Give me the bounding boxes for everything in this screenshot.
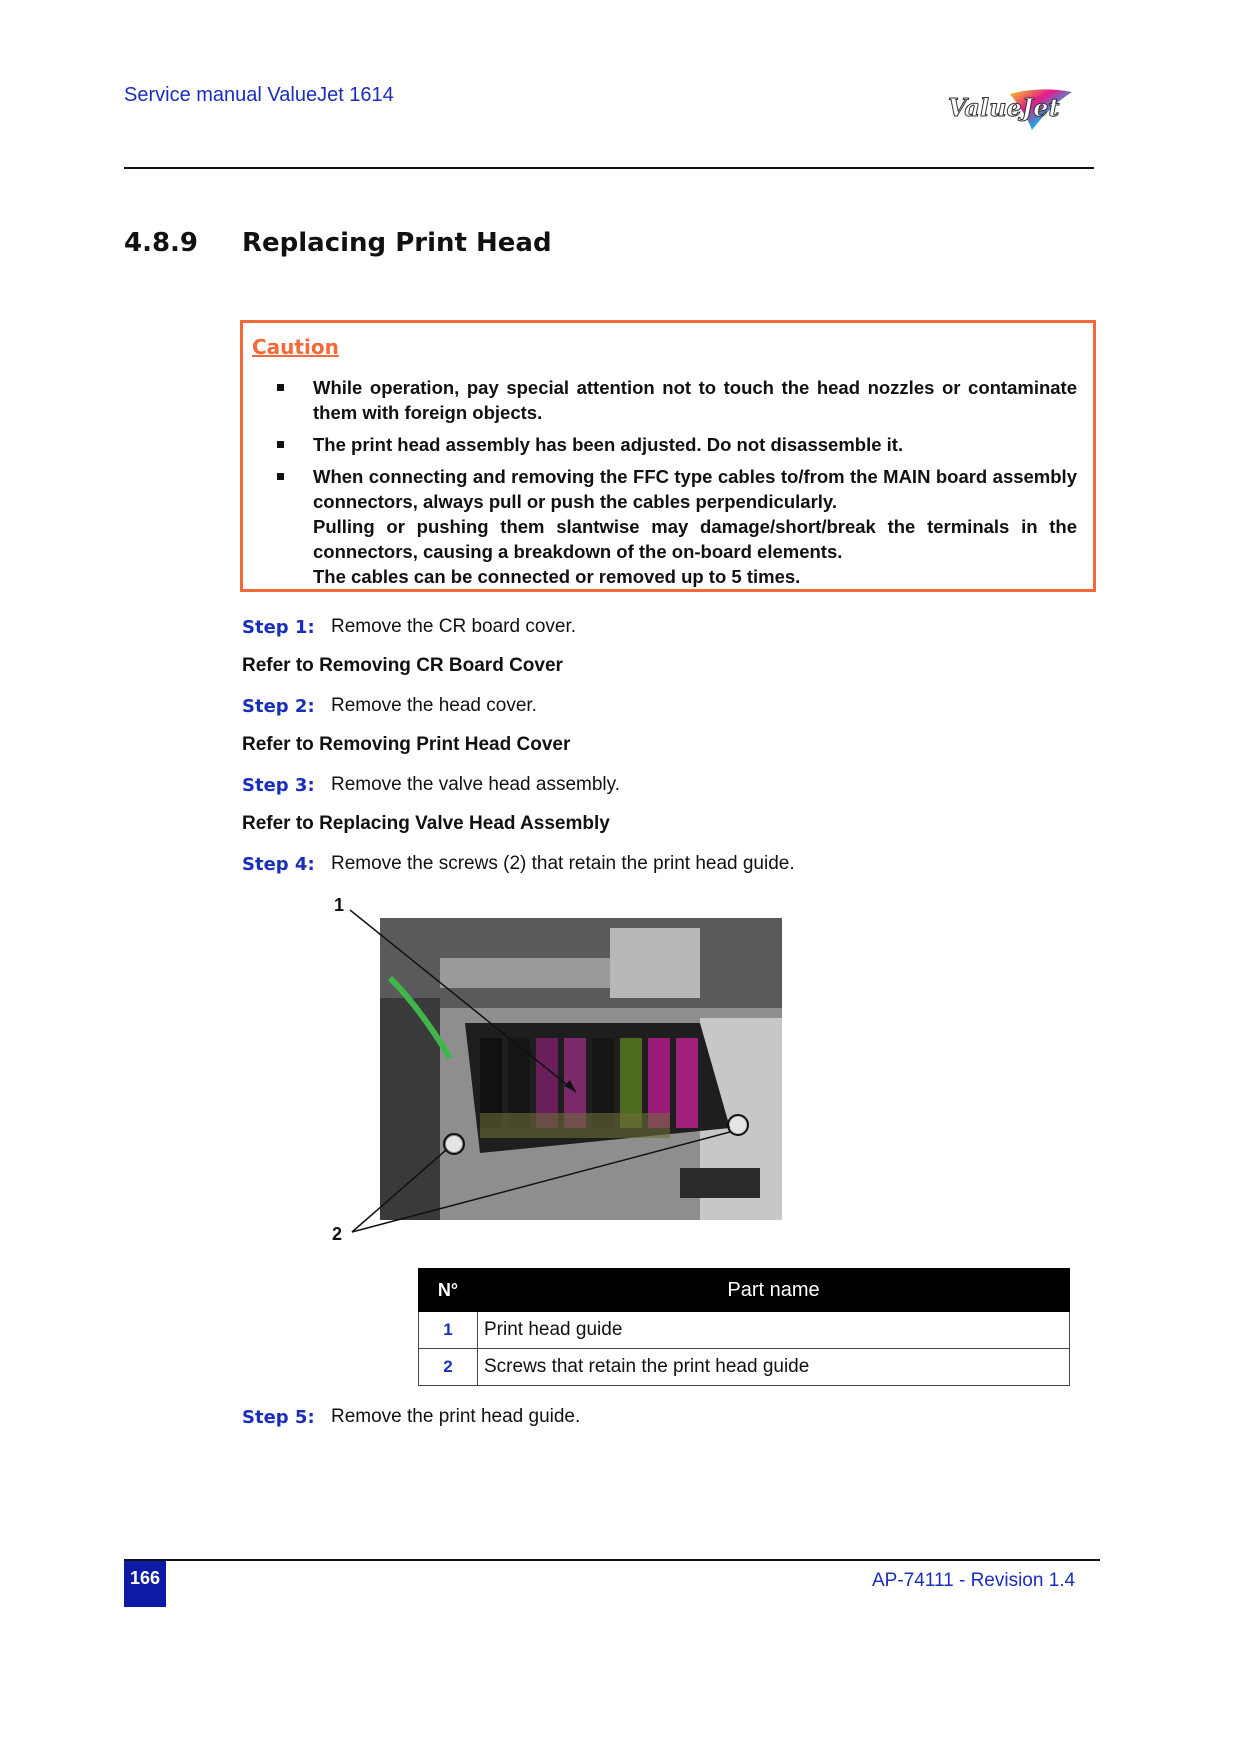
caution-item	[277, 375, 1077, 425]
header-title: Service manual ValueJet 1614	[124, 84, 394, 106]
table-header-row	[419, 1269, 1070, 1312]
caution-title: Caution	[252, 335, 339, 359]
column-header-number: N°	[419, 1269, 478, 1312]
section-title: Replacing Print Head	[242, 228, 552, 258]
step-2-label: Step 2:	[242, 696, 315, 717]
valuejet-logo	[940, 86, 1090, 136]
step-1-text: Remove the CR board cover.	[331, 616, 577, 637]
step-5-text: Remove the print head guide.	[331, 1406, 581, 1427]
callout-leader-lines	[340, 900, 760, 1240]
caution-text: The cables can be connected or removed up to 5 times.	[313, 566, 801, 587]
caution-text: When connecting and removing the FFC type cables to/from the MAIN board assembly connectors, always pull or push the cables perpendicularly.	[313, 466, 1077, 512]
section-number: 4.8.9	[124, 228, 199, 258]
caution-text: While operation, pay special attention not to touch the head nozzles or contaminate them with foreign objects.	[313, 377, 1077, 423]
part-name: Screws that retain the print head guide	[478, 1349, 1070, 1386]
column-header-part-name: Part name	[478, 1269, 1070, 1312]
callout-2-label: 2	[332, 1224, 343, 1244]
caution-text: The print head assembly has been adjusted. Do not disassemble it.	[313, 434, 904, 455]
part-number: 1	[419, 1312, 478, 1349]
step-1-label: Step 1:	[242, 617, 315, 638]
document-revision: AP-74111 - Revision 1.4	[872, 1570, 1076, 1591]
caution-text: Pulling or pushing them slantwise may damage/short/break the terminals in the connectors, causing a breakdown of the on-board elements.	[313, 516, 1077, 562]
step-3-label: Step 3:	[242, 775, 315, 796]
step-3-text: Remove the valve head assembly.	[331, 774, 621, 795]
step-4-label: Step 4:	[242, 854, 315, 875]
step-2-reference: Refer to Removing Print Head Cover	[242, 734, 571, 755]
caution-list	[277, 375, 1077, 596]
part-name: Print head guide	[478, 1312, 1070, 1349]
step-4-text: Remove the screws (2) that retain the print head guide.	[331, 853, 795, 874]
bullet-square-icon	[277, 441, 284, 448]
page-number: 166	[124, 1561, 166, 1607]
header-divider	[124, 167, 1094, 169]
step-2-text: Remove the head cover.	[331, 695, 537, 716]
bullet-square-icon	[277, 384, 284, 391]
callout-1-label: 1	[334, 895, 345, 915]
caution-item	[277, 464, 1077, 589]
caution-box	[240, 320, 1096, 592]
step-1-reference: Refer to Removing CR Board Cover	[242, 655, 563, 676]
table-row	[419, 1349, 1070, 1386]
part-number: 2	[419, 1349, 478, 1386]
svg-text:ValueJet: ValueJet	[948, 93, 1060, 122]
bullet-square-icon	[277, 473, 284, 480]
table-row	[419, 1312, 1070, 1349]
parts-table	[418, 1268, 1070, 1386]
step-3-reference: Refer to Replacing Valve Head Assembly	[242, 813, 610, 834]
caution-item	[277, 432, 1077, 457]
footer-divider	[124, 1559, 1100, 1561]
step-5-label: Step 5:	[242, 1407, 315, 1428]
